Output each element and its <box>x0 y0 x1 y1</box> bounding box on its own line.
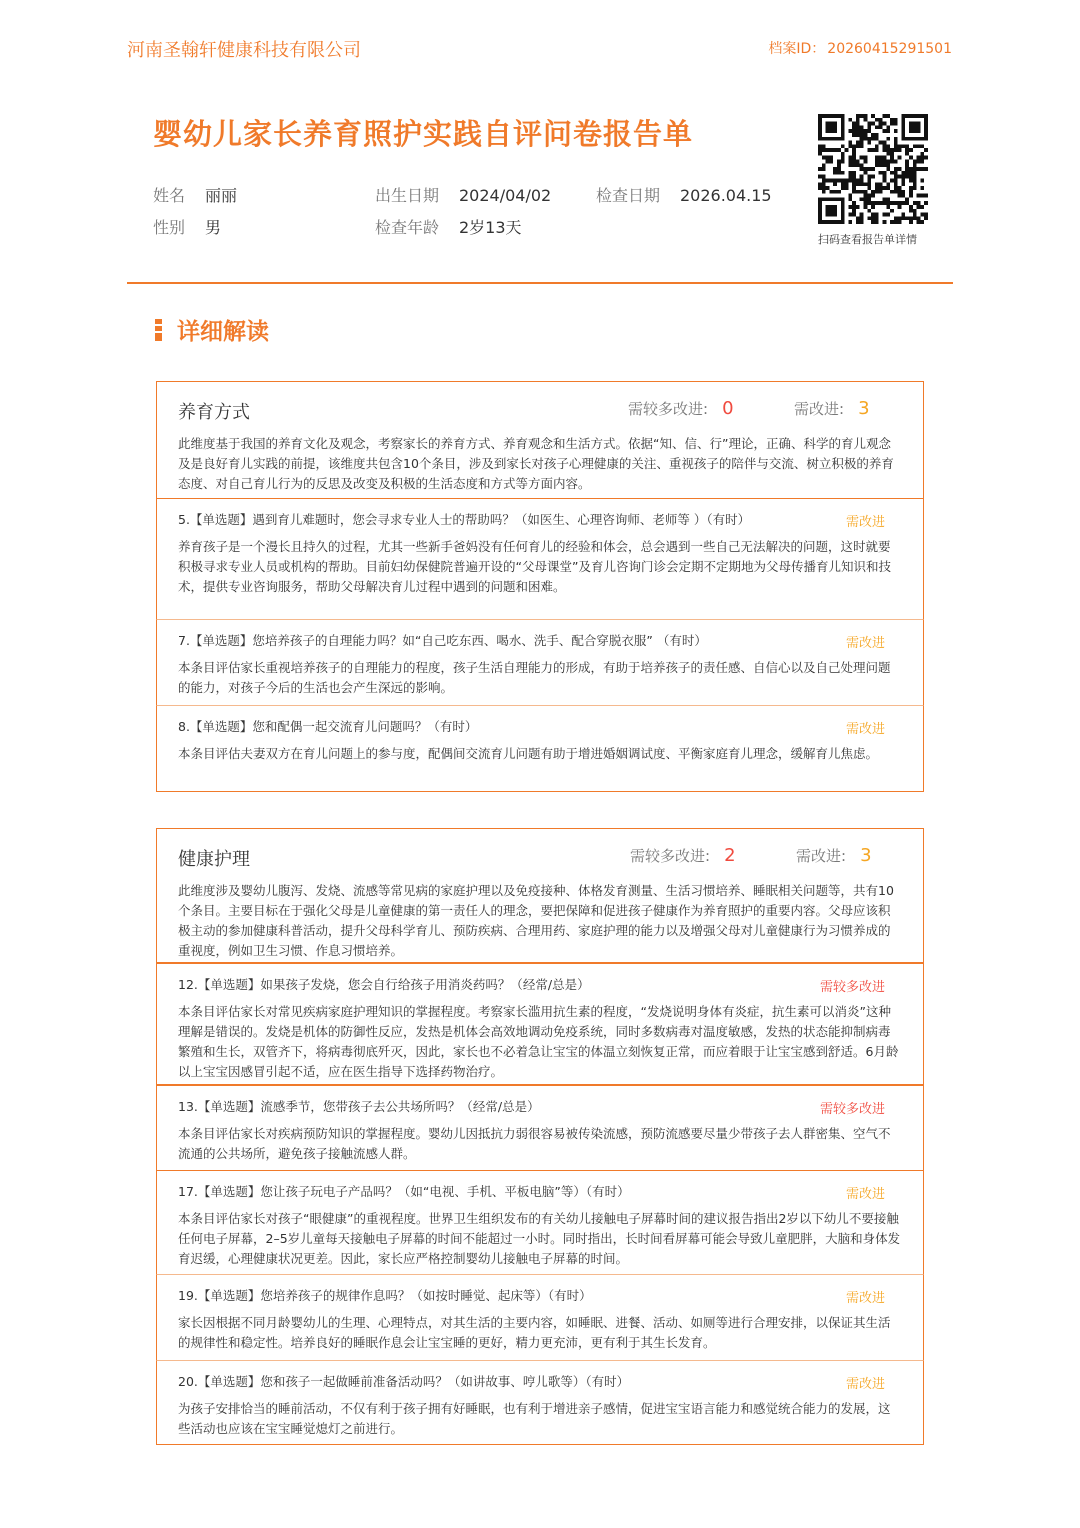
item-explanation: 养育孩子是一个漫长且持久的过程，尤其一些新手爸妈没有任何育儿的经验和体会，总会遇到一些自己无法解决的问题，这时就要积极寻求专业人员或机构的帮助。目前妇幼保健院普遍开设的“父母课堂”及育儿咨询门诊会定期不定期地为父母传播育儿知识和技术，提供专业咨询服务，帮助父母解决育儿过程中遇到的问题和困难。 <box>178 539 891 594</box>
item-explanation: 本条目评估家长对疾病预防知识的掌握程度。婴幼儿因抵抗力弱很容易被传染流感，预防流感要尽量少带孩子去人群密集、空气不流通的公共场所，避免孩子接触流感人群。 <box>178 1126 891 1161</box>
archive-value: 20260415291501 <box>827 41 952 57</box>
improve-count: 需改进: 3 <box>796 845 872 866</box>
dimension-desc: 此维度涉及婴幼儿腹泻、发烧、流感等常见病的家庭护理以及免疫接种、体格发育测量、生活习惯培养、睡眠相关问题等，共有10个条目。主要目标在于强化父母是儿童健康的第一责任人的理念，要把保障和促进孩子健康作为养育照护的重要内容。父母应该积极主动的参加健康科普活动，提升父母科学育儿、预防疾病、合理用药、家庭护理的能力以及增强父母对儿童健康行为习惯养成的重视度，例如卫生习惯、作息习惯培养。 <box>178 883 894 958</box>
item-question: 17.【单选题】您让孩子玩电子产品吗？（如“电视、手机、平板电脑”等）（有时） <box>178 1184 630 1199</box>
birth-label: 出生日期 <box>375 186 440 205</box>
info-check-date <box>596 183 772 206</box>
item-card <box>156 1171 924 1275</box>
item-status-badge: 需改进 <box>845 1187 885 1202</box>
age-label: 检查年龄 <box>375 218 440 237</box>
info-name <box>153 183 237 206</box>
archive-label: 档案ID： <box>768 41 826 57</box>
improve-count: 需改进: 3 <box>794 398 870 419</box>
check-label: 检查日期 <box>596 186 661 205</box>
header-divider <box>127 282 953 284</box>
item-question: 7.【单选题】您培养孩子的自理能力吗？如“自己吃东西、喝水、洗手、配合穿脱衣服” （有时） <box>178 633 707 648</box>
item-card <box>156 1361 924 1445</box>
item-explanation: 本条目评估家长对常见疾病家庭护理知识的掌握程度。考察家长滥用抗生素的程度，“发烧说明身体有炎症，抗生素可以消炎”这种理解是错误的。发烧是机体的防御性反应，发热是机体会高效地调动免疫系统，同时多数病毒对温度敏感，发热的状态能抑制病毒繁殖和生长，双管齐下，将病毒彻底歼灭，因此，家长也不必着急让宝宝的体温立刻恢复正常，而应着眼于让宝宝感到舒适。6月龄以上宝宝因感冒引起不适，应在医生指导下选择药物治疗。 <box>178 1004 899 1079</box>
item-explanation: 本条目评估家长重视培养孩子的自理能力的程度，孩子生活自理能力的形成，有助于培养孩子的责任感、自信心以及自己处理问题的能力，对孩子今后的生活也会产生深远的影响。 <box>178 660 891 695</box>
item-card <box>156 963 924 1085</box>
item-status-badge: 需改进 <box>845 515 885 530</box>
item-explanation: 本条目评估家长对孩子“眼健康”的重视程度。世界卫生组织发布的有关幼儿接触电子屏幕时间的建议报告指出2岁以下幼儿不要接触任何电子屏幕，2–5岁儿童每天接触电子屏幕的时间不能超过一小时。同时指出，长时间看屏幕可能会导致儿童肥胖，大脑和身体发育迟缓，心理健康状况更差。因此，家长应严格控制婴幼儿接触电子屏幕的时间。 <box>178 1211 901 1266</box>
check-value: 2026.04.15 <box>680 186 772 205</box>
item-question: 5.【单选题】遇到育儿难题时，您会寻求专业人士的帮助吗？（如医生、心理咨询师、老师等 ）（有时） <box>178 512 751 527</box>
item-card <box>156 1085 924 1171</box>
section-title: 详细解读 <box>177 319 269 345</box>
dimension-card-parenting <box>156 381 924 499</box>
info-gender <box>153 215 221 238</box>
birth-value: 2024/04/02 <box>459 186 552 205</box>
item-card <box>156 620 924 706</box>
item-card <box>156 1275 924 1361</box>
dimension-card-health <box>156 828 924 963</box>
item-question: 12.【单选题】如果孩子发烧，您会自行给孩子用消炎药吗？（经常/总是） <box>178 977 590 992</box>
report-title: 婴幼儿家长养育照护实践自评问卷报告单 <box>153 117 694 151</box>
age-value: 2岁13天 <box>459 218 522 237</box>
item-card <box>156 499 924 620</box>
item-status-badge: 需较多改进 <box>819 980 885 995</box>
dimension-desc: 此维度基于我国的养育文化及观念，考察家长的养育方式、养育观念和生活方式。依据“知、信、行”理论，正确、科学的育儿观念及是良好育儿实践的前提，该维度共包含10个条目，涉及到家长对孩子心理健康的关注、重视孩子的陪伴与交流、树立积极的养育态度、对自己育儿行为的反思及改变及积极的生活态度和方式等方面内容。 <box>178 436 894 491</box>
gender-label: 性别 <box>153 218 186 237</box>
item-status-badge: 需改进 <box>845 1291 885 1306</box>
dimension-name: 养育方式 <box>178 402 250 423</box>
item-question: 19.【单选题】您培养孩子的规律作息吗？（如按时睡觉、起床等）（有时） <box>178 1288 592 1303</box>
item-status-badge: 需改进 <box>845 722 885 737</box>
item-status-badge: 需较多改进 <box>819 1102 885 1117</box>
name-value: 丽丽 <box>205 186 238 205</box>
qr-caption: 扫码查看报告单详情 <box>818 233 917 246</box>
more-improve-count: 需较多改进: 0 <box>628 398 734 419</box>
gender-value: 男 <box>205 218 222 237</box>
item-question: 20.【单选题】您和孩子一起做睡前准备活动吗？（如讲故事、哼儿歌等）（有时） <box>178 1374 630 1389</box>
qr-code[interactable] <box>818 114 928 224</box>
item-explanation: 家长因根据不同月龄婴幼儿的生理、心理特点，对其生活的主要内容，如睡眠、进餐、活动、如厕等进行合理安排，以保证其生活的规律性和稳定性。培养良好的睡眠作息会让宝宝睡的更好，精力更充沛，更有利于其生长发育。 <box>178 1315 891 1350</box>
info-birth <box>375 183 551 206</box>
dimension-name: 健康护理 <box>178 849 250 870</box>
company-name: 河南圣翰轩健康科技有限公司 <box>127 40 361 61</box>
item-explanation: 本条目评估夫妻双方在育儿问题上的参与度，配偶间交流育儿问题有助于增进婚姻调试度、平衡家庭育儿理念，缓解育儿焦虑。 <box>178 746 879 761</box>
item-status-badge: 需改进 <box>845 636 885 651</box>
section-marker-icon <box>155 319 162 341</box>
item-status-badge: 需改进 <box>845 1377 885 1392</box>
item-explanation: 为孩子安排恰当的睡前活动，不仅有利于孩子拥有好睡眠，也有利于增进亲子感情，促进宝宝语言能力和感觉统合能力的发展，这些活动也应该在宝宝睡觉熄灯之前进行。 <box>178 1401 891 1436</box>
more-improve-count: 需较多改进: 2 <box>630 845 736 866</box>
name-label: 姓名 <box>153 186 186 205</box>
item-question: 8.【单选题】您和配偶一起交流育儿问题吗？（有时） <box>178 719 478 734</box>
item-card <box>156 706 924 792</box>
item-question: 13.【单选题】流感季节，您带孩子去公共场所吗？（经常/总是） <box>178 1099 540 1114</box>
info-age <box>375 215 522 238</box>
archive-id <box>766 38 952 58</box>
